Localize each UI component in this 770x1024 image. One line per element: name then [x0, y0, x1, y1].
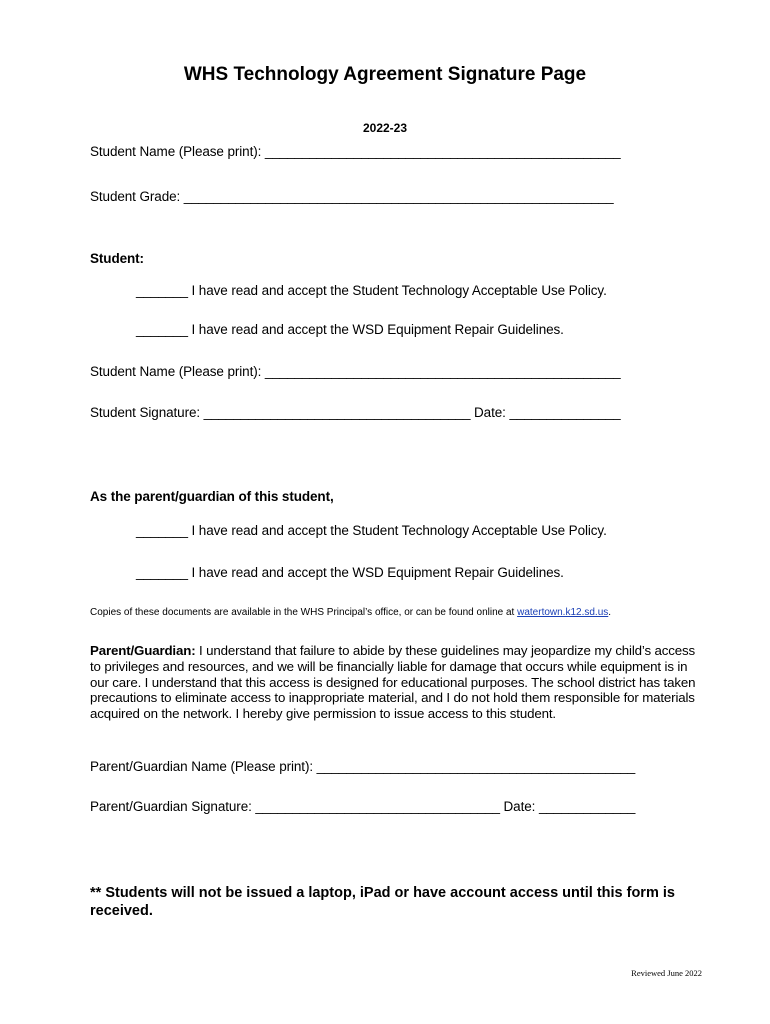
- parent-name-line: Parent/Guardian Name (Please print): ___________________________________________: [90, 759, 636, 774]
- student-name-line: Student Name (Please print): ________________________________________________: [90, 364, 621, 379]
- school-year: 2022-23: [362, 121, 408, 135]
- district-website-link[interactable]: watertown.k12.sd.us: [517, 607, 609, 618]
- student-repair-acknowledgement: _______ I have read and accept the WSD Equipment Repair Guidelines.: [136, 322, 564, 337]
- student-section-heading: Student:: [90, 251, 144, 266]
- parent-aup-acknowledgement: _______ I have read and accept the Student Technology Acceptable Use Policy.: [136, 523, 607, 538]
- parent-signature-line: Parent/Guardian Signature: _________________________________ Date: _____________: [90, 799, 636, 814]
- parent-repair-acknowledgement: _______ I have read and accept the WSD Equipment Repair Guidelines.: [136, 565, 564, 580]
- copies-note-text: Copies of these documents are available in the WHS Principal’s office, or can be found online at: [90, 607, 518, 618]
- parent-agreement-paragraph: [90, 643, 702, 722]
- review-date-footer: Reviewed June 2022: [631, 968, 702, 978]
- student-grade-line: Student Grade: __________________________________________________________: [90, 189, 614, 204]
- laptop-issue-notice: ** Students will not be issued a laptop, iPad or have account access until this form is received.: [90, 885, 675, 919]
- student-signature-line: Student Signature: ____________________________________ Date: _______________: [90, 405, 621, 420]
- copies-note: [90, 607, 611, 618]
- parent-section-heading: As the parent/guardian of this student,: [90, 489, 334, 504]
- agreement-text: I understand that failure to abide by these guidelines may jeopardize my child’s access to privileges and resources, and we will be financially liable for damage that occurs while equipment is in our care. I understand that this access is designed for educational purposes. The school district has taken precautions to eliminate access to inappropriate material, and I do not hold them responsible for materials acquired on the network. I hereby give permission to issue access to this student.: [90, 643, 696, 722]
- page-title: WHS Technology Agreement Signature Page: [183, 64, 587, 85]
- student-aup-acknowledgement: _______ I have read and accept the Student Technology Acceptable Use Policy.: [136, 283, 607, 298]
- agreement-label: Parent/Guardian:: [90, 643, 196, 658]
- student-name-line-top: Student Name (Please print): ________________________________________________: [90, 144, 621, 159]
- copies-note-suffix: .: [608, 607, 612, 618]
